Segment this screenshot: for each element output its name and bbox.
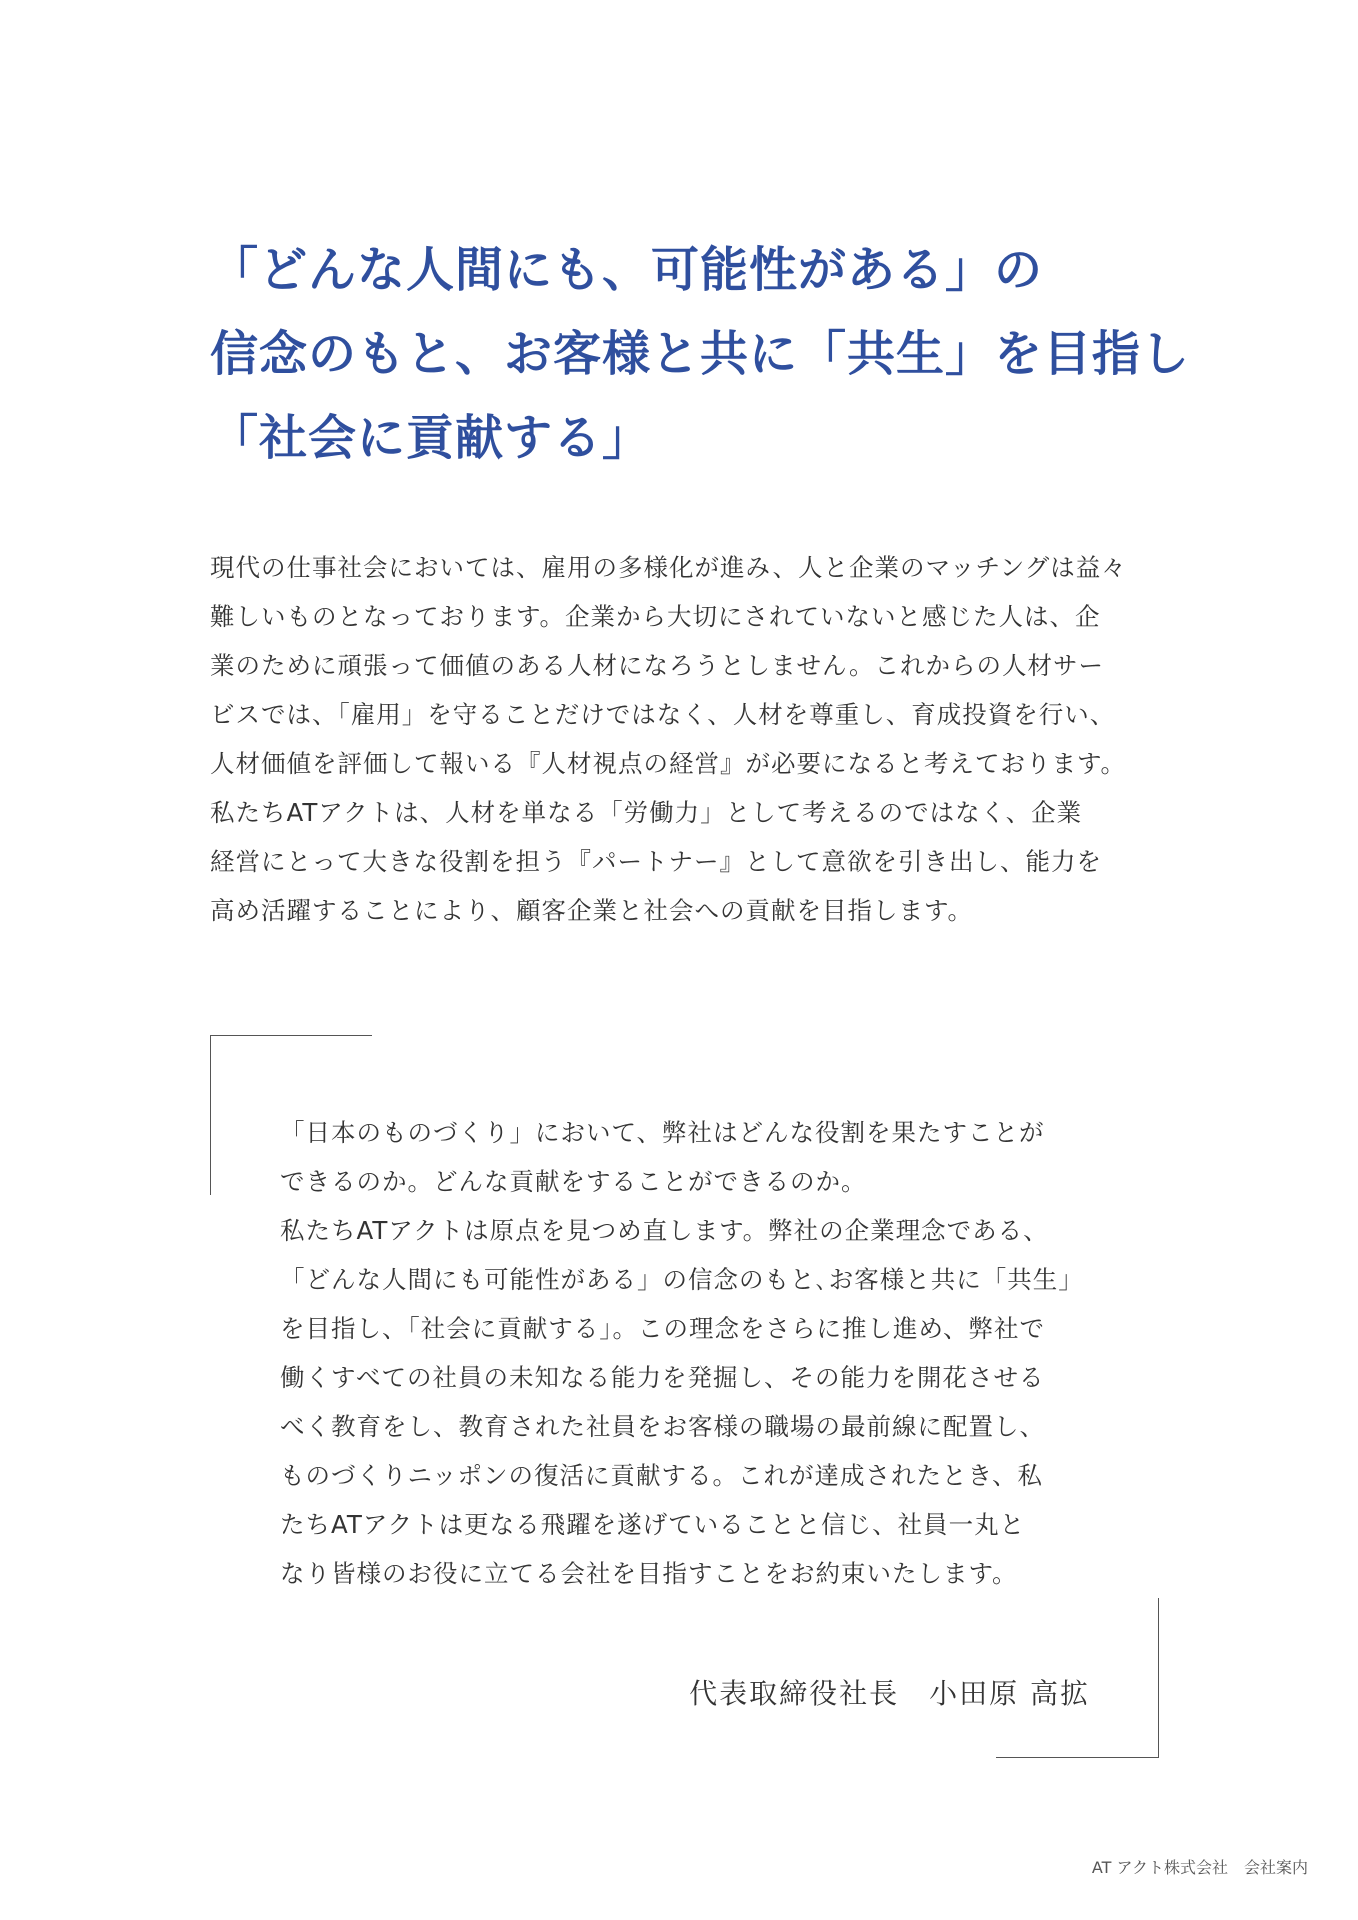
headline bbox=[210, 228, 1210, 480]
intro-line: 業のために頑張って価値のある人材になろうとしません。これからの人材サー bbox=[210, 651, 1104, 680]
message-line: 働くすべての社員の未知なる能力を発掘し、その能力を開花させる bbox=[280, 1363, 1045, 1392]
intro-line: 現代の仕事社会においては、雇用の多様化が進み、人と企業のマッチングは益々 bbox=[210, 553, 1127, 582]
message-line: たちATアクトは更なる飛躍を遂げていることと信じ、社員一丸と bbox=[280, 1510, 1026, 1539]
message-line: べく教育をし、教育された社員をお客様の職場の最前線に配置し、 bbox=[280, 1412, 1045, 1441]
message-line: できるのか。どんな貢献をすることができるのか。 bbox=[280, 1167, 867, 1196]
frame-corner-top-left-horizontal bbox=[210, 1035, 372, 1036]
signature: 代表取締役社長 小田原 高拡 bbox=[689, 1677, 1090, 1710]
intro-line: 私たちATアクトは、人材を単なる「労働力」として考えるのではなく、企業 bbox=[210, 798, 1083, 827]
frame-corner-bottom-right-horizontal bbox=[996, 1757, 1158, 1758]
intro-line: ビスでは、「雇用」を守ることだけではなく、人材を尊重し、育成投資を行い、 bbox=[210, 700, 1116, 729]
message-line: なり皆様のお役に立てる会社を目指すことをお約束いたします。 bbox=[280, 1559, 1018, 1588]
message-line: 「どんな人間にも可能性がある」の信念のもと､お客様と共に「共生」 bbox=[280, 1265, 1084, 1294]
message-line: ものづくりニッポンの復活に貢献する。これが達成されたとき、私 bbox=[280, 1461, 1044, 1490]
headline-line: 「どんな人間にも、可能性がある」の bbox=[210, 242, 1044, 298]
headline-line: 「社会に貢献する」 bbox=[210, 410, 652, 466]
intro-line: 高め活躍することにより、顧客企業と社会への貢献を目指します。 bbox=[210, 896, 974, 925]
frame-corner-top-left-vertical bbox=[210, 1035, 211, 1195]
message-line: を目指し、「社会に貢献する」。この理念をさらに推し進め、弊社で bbox=[280, 1314, 1046, 1343]
president-message bbox=[280, 1108, 1100, 1598]
frame-corner-bottom-right-vertical bbox=[1158, 1598, 1159, 1758]
headline-line: 信念のもと、お客様と共に「共生」を目指し bbox=[210, 326, 1191, 382]
intro-line: 経営にとって大きな役割を担う『パートナー』として意欲を引き出し、能力を bbox=[210, 847, 1103, 876]
intro-line: 人材価値を評価して報いる『人材視点の経営』が必要になると考えております。 bbox=[210, 749, 1127, 778]
message-line: 私たちATアクトは原点を見つめ直します。弊社の企業理念である、 bbox=[280, 1216, 1049, 1245]
intro-paragraph bbox=[210, 543, 1170, 935]
intro-line: 難しいものとなっております。企業から大切にされていないと感じた人は、企 bbox=[210, 602, 1101, 631]
message-line: 「日本のものづくり」において、弊社はどんな役割を果たすことが bbox=[280, 1118, 1045, 1147]
footer-caption: AT アクト株式会社 会社案内 bbox=[1091, 1858, 1308, 1877]
